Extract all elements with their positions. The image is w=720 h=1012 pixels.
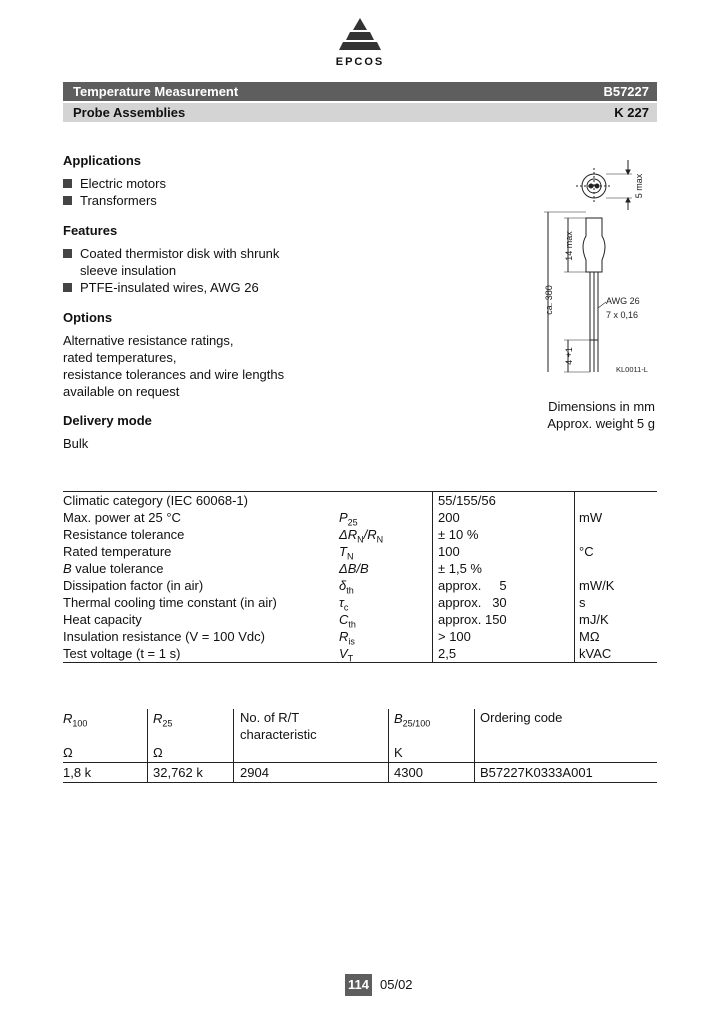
- order-cell-r25: 32,762 k: [153, 765, 203, 780]
- spec-row: B value tolerance ΔB/B ± 1,5 %: [63, 561, 482, 576]
- header-title: Temperature Measurement: [73, 84, 239, 99]
- order-header-b: $B_{25/100}$: [394, 711, 431, 729]
- options-heading: Options: [63, 310, 113, 325]
- dim-label-14max: 14 max: [564, 231, 574, 261]
- series-label: K 227: [614, 105, 649, 120]
- dim-label-5max: 5 max: [634, 173, 644, 199]
- order-header-r25: $R_{25}$: [153, 711, 173, 729]
- options-line: Alternative resistance ratings,: [63, 333, 234, 348]
- order-mid-rule: [63, 762, 657, 763]
- application-item: Electric motors: [63, 175, 166, 192]
- drawing-code: KL0011-L: [616, 365, 648, 374]
- spec-row: Max. power at 25 °C $P_{25}$ 200 mW: [63, 510, 603, 528]
- spec-row: Test voltage (t = 1 s) $V_T$ 2,5 kVAC: [63, 646, 612, 664]
- header-subtitle: Probe Assemblies: [73, 105, 186, 120]
- order-unit-b: K: [394, 745, 403, 760]
- spec-row: Dissipation factor (in air) $\delta_{th}$ approx. 5 mW/K: [63, 578, 615, 596]
- options-line: rated temperatures,: [63, 350, 177, 365]
- page-number: 114: [345, 974, 372, 996]
- options-line: resistance tolerances and wire lengths: [63, 367, 285, 382]
- order-header-rt-cont: characteristic: [240, 727, 317, 742]
- spec-row: Heat capacity $C_{th}$ approx. 150 mJ/K: [63, 612, 609, 630]
- dim-label-4: 4 +1: [564, 347, 574, 365]
- order-divider: [233, 709, 234, 782]
- part-number: B57227: [603, 84, 649, 99]
- spec-row: Climatic category (IEC 60068-1) 55/155/56: [63, 493, 496, 508]
- applications-heading: Applications: [63, 153, 142, 168]
- options-line: available on request: [63, 384, 180, 399]
- spec-row: Insulation resistance (V = 100 Vdc) $R_{is}$ > 100 MΩ: [63, 629, 600, 647]
- dim-label-380: ca. 380: [544, 285, 554, 315]
- order-divider: [474, 709, 475, 782]
- specs-top-rule: [63, 491, 657, 492]
- dimension-note: [490, 398, 655, 432]
- order-header-code: Ordering code: [480, 710, 563, 725]
- order-cell-code: B57227K0333A001: [480, 765, 593, 780]
- page-date: 05/02: [380, 977, 413, 992]
- application-item: Transformers: [63, 192, 157, 209]
- delivery-value: Bulk: [63, 436, 89, 451]
- order-divider: [388, 709, 389, 782]
- dimension-note-line1: Dimensions in mm: [548, 399, 655, 414]
- probe-dimension-drawing-icon: [530, 150, 660, 380]
- order-bottom-rule: [63, 782, 657, 783]
- features-heading: Features: [63, 223, 118, 238]
- feature-item: PTFE-insulated wires, AWG 26: [63, 279, 259, 296]
- header-bar: [63, 82, 657, 101]
- order-divider: [147, 709, 148, 782]
- delivery-heading: Delivery mode: [63, 413, 152, 428]
- spec-row: Rated temperature $T_N$ 100 °C: [63, 544, 594, 562]
- spec-row: Thermal cooling time constant (in air) $\tau_c$ approx. 30 s: [63, 595, 586, 613]
- awg-label: AWG 26: [606, 296, 640, 306]
- order-unit-r100: Ω: [63, 745, 73, 760]
- spec-row: Resistance tolerance $\Delta R_N/R_N$ ± 10 %: [63, 527, 479, 545]
- feature-item: Coated thermistor disk with shrunk: [63, 245, 279, 262]
- order-cell-r100: 1,8 k: [63, 765, 92, 780]
- order-cell-b: 4300: [394, 765, 423, 780]
- feature-item-cont: sleeve insulation: [80, 263, 177, 278]
- dimension-note-line2: Approx. weight 5 g: [547, 416, 655, 431]
- order-header-r100: $R_{100}$: [63, 711, 88, 729]
- logo-text: EPCOS: [335, 56, 385, 68]
- strand-label: 7 x 0,16: [606, 310, 639, 320]
- order-cell-rt: 2904: [240, 765, 269, 780]
- order-header-rt: No. of R/T: [240, 710, 300, 725]
- order-unit-r25: Ω: [153, 745, 163, 760]
- subheader-bar: [63, 103, 657, 122]
